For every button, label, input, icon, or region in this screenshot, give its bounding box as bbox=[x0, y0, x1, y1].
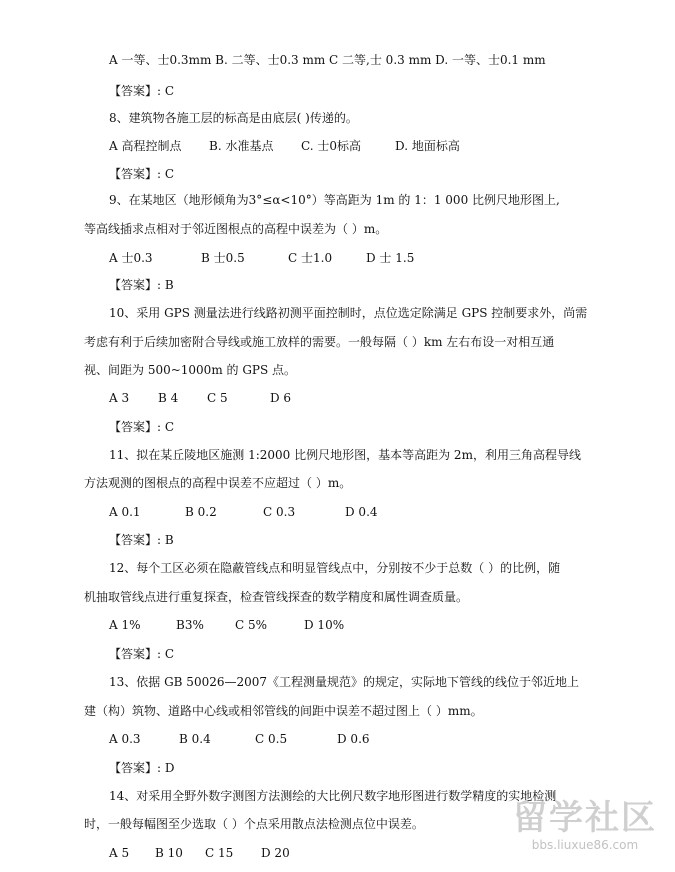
q8-option-c: C. 士0标高 bbox=[301, 139, 362, 153]
q8-option-b: B. 水准基点 bbox=[209, 139, 274, 153]
q11-question-line1: 11、拟在某丘陵地区施测 1:2000 比例尺地形图，基本等高距为 2m，利用三角高程导线 bbox=[109, 448, 581, 462]
q10-question-line1: 10、采用 GPS 测量法进行线路初测平面控制时，点位选定除满足 GPS 控制要求外，尚需 bbox=[109, 306, 588, 320]
q12-option-b: B3% bbox=[176, 618, 204, 632]
q8-option-d: D. 地面标高 bbox=[395, 139, 460, 153]
q11-answer: 【答案】: B bbox=[109, 533, 174, 547]
q14-option-a: A 5 bbox=[109, 846, 130, 860]
q9-option-a: A 士0.3 bbox=[109, 251, 153, 265]
q14-option-b: B 10 bbox=[155, 846, 183, 860]
q12-option-c: C 5% bbox=[235, 618, 268, 632]
q13-options bbox=[109, 731, 370, 747]
q12-answer: 【答案】: C bbox=[109, 647, 175, 661]
q14-option-d: D 20 bbox=[261, 846, 290, 860]
q11-option-d: D 0.4 bbox=[345, 505, 378, 519]
q11-question-line2: 方法观测的图根点的高程中误差不应超过（ ）m。 bbox=[84, 476, 352, 490]
q13-option-a: A 0.3 bbox=[109, 732, 141, 746]
q7-options: A 一等、士0.3mm B. 二等、士0.3 mm C 二等,士 0.3 mm D. 一等、士0.1 mm bbox=[109, 53, 546, 67]
q9-option-c: C 士1.0 bbox=[288, 251, 333, 265]
q12-option-a: A 1% bbox=[109, 618, 141, 632]
watermark bbox=[505, 798, 665, 864]
q10-answer: 【答案】: C bbox=[109, 420, 175, 434]
q13-option-d: D 0.6 bbox=[337, 732, 370, 746]
q10-question-line3: 视、间距为 500~1000m 的 GPS 点。 bbox=[84, 363, 297, 377]
q13-option-b: B 0.4 bbox=[179, 732, 211, 746]
q12-option-d: D 10% bbox=[304, 618, 345, 632]
q10-option-a: A 3 bbox=[109, 391, 130, 405]
watermark-url: bbs.liuxue86.com bbox=[531, 838, 639, 852]
q8-options bbox=[109, 138, 460, 154]
q12-options bbox=[109, 617, 344, 633]
q14-option-c: C 15 bbox=[205, 846, 234, 860]
q10-option-d: D 6 bbox=[270, 391, 292, 405]
q11-options bbox=[109, 504, 378, 520]
q14-options bbox=[109, 845, 290, 861]
q11-option-c: C 0.3 bbox=[263, 505, 296, 519]
q10-option-c: C 5 bbox=[207, 391, 228, 405]
q10-question-line2: 考虑有利于后续加密附合导线或施工放样的需要。一般每隔（ ）km 左右布设一对相互通 bbox=[84, 335, 555, 349]
q14-question-line1: 14、对采用全野外数字测图方法测绘的大比例尺数字地形图进行数学精度的实地检测 bbox=[109, 789, 557, 803]
watermark-logo: 留学社区 bbox=[513, 798, 657, 838]
q12-question-line1: 12、每个工区必须在隐蔽管线点和明显管线点中，分别按不少于总数（ ）的比例，随 bbox=[109, 561, 561, 575]
q14-question-line2: 时，一般每幅图至少选取（ ）个点采用散点法检测点位中误差。 bbox=[84, 817, 424, 831]
q13-answer: 【答案】: D bbox=[109, 761, 175, 775]
q8-option-a: A 高程控制点 bbox=[109, 139, 182, 153]
q8-question: 8、建筑物各施工层的标高是由底层( )传递的。 bbox=[109, 111, 358, 125]
q13-question-line2: 建（构）筑物、道路中心线或相邻管线的间距中误差不超过图上（ ）mm。 bbox=[84, 704, 483, 718]
q9-option-b: B 士0.5 bbox=[201, 251, 245, 265]
q11-option-a: A 0.1 bbox=[109, 505, 141, 519]
q13-option-c: C 0.5 bbox=[255, 732, 288, 746]
q9-question-line1: 9、在某地区（地形倾角为3°≤α<10°）等高距为 1m 的 1：1 000 比例尺地形图上, bbox=[109, 193, 560, 207]
q9-option-d: D 士 1.5 bbox=[366, 251, 415, 265]
q9-question-line2: 等高线插求点相对于邻近图根点的高程中误差为（ ）m。 bbox=[84, 222, 388, 236]
q10-options bbox=[109, 390, 291, 406]
q9-options bbox=[109, 250, 414, 266]
q11-option-b: B 0.2 bbox=[185, 505, 217, 519]
q9-answer: 【答案】: B bbox=[109, 278, 174, 292]
q7-answer: 【答案】: C bbox=[109, 84, 175, 98]
q10-option-b: B 4 bbox=[158, 391, 179, 405]
q8-answer: 【答案】: C bbox=[109, 167, 175, 181]
q12-question-line2: 机抽取管线点进行重复探查，检查管线探查的数学精度和属性调查质量。 bbox=[84, 590, 469, 604]
q13-question-line1: 13、依据 GB 50026—2007《工程测量规范》的规定，实际地下管线的线位于邻近地上 bbox=[109, 675, 580, 689]
